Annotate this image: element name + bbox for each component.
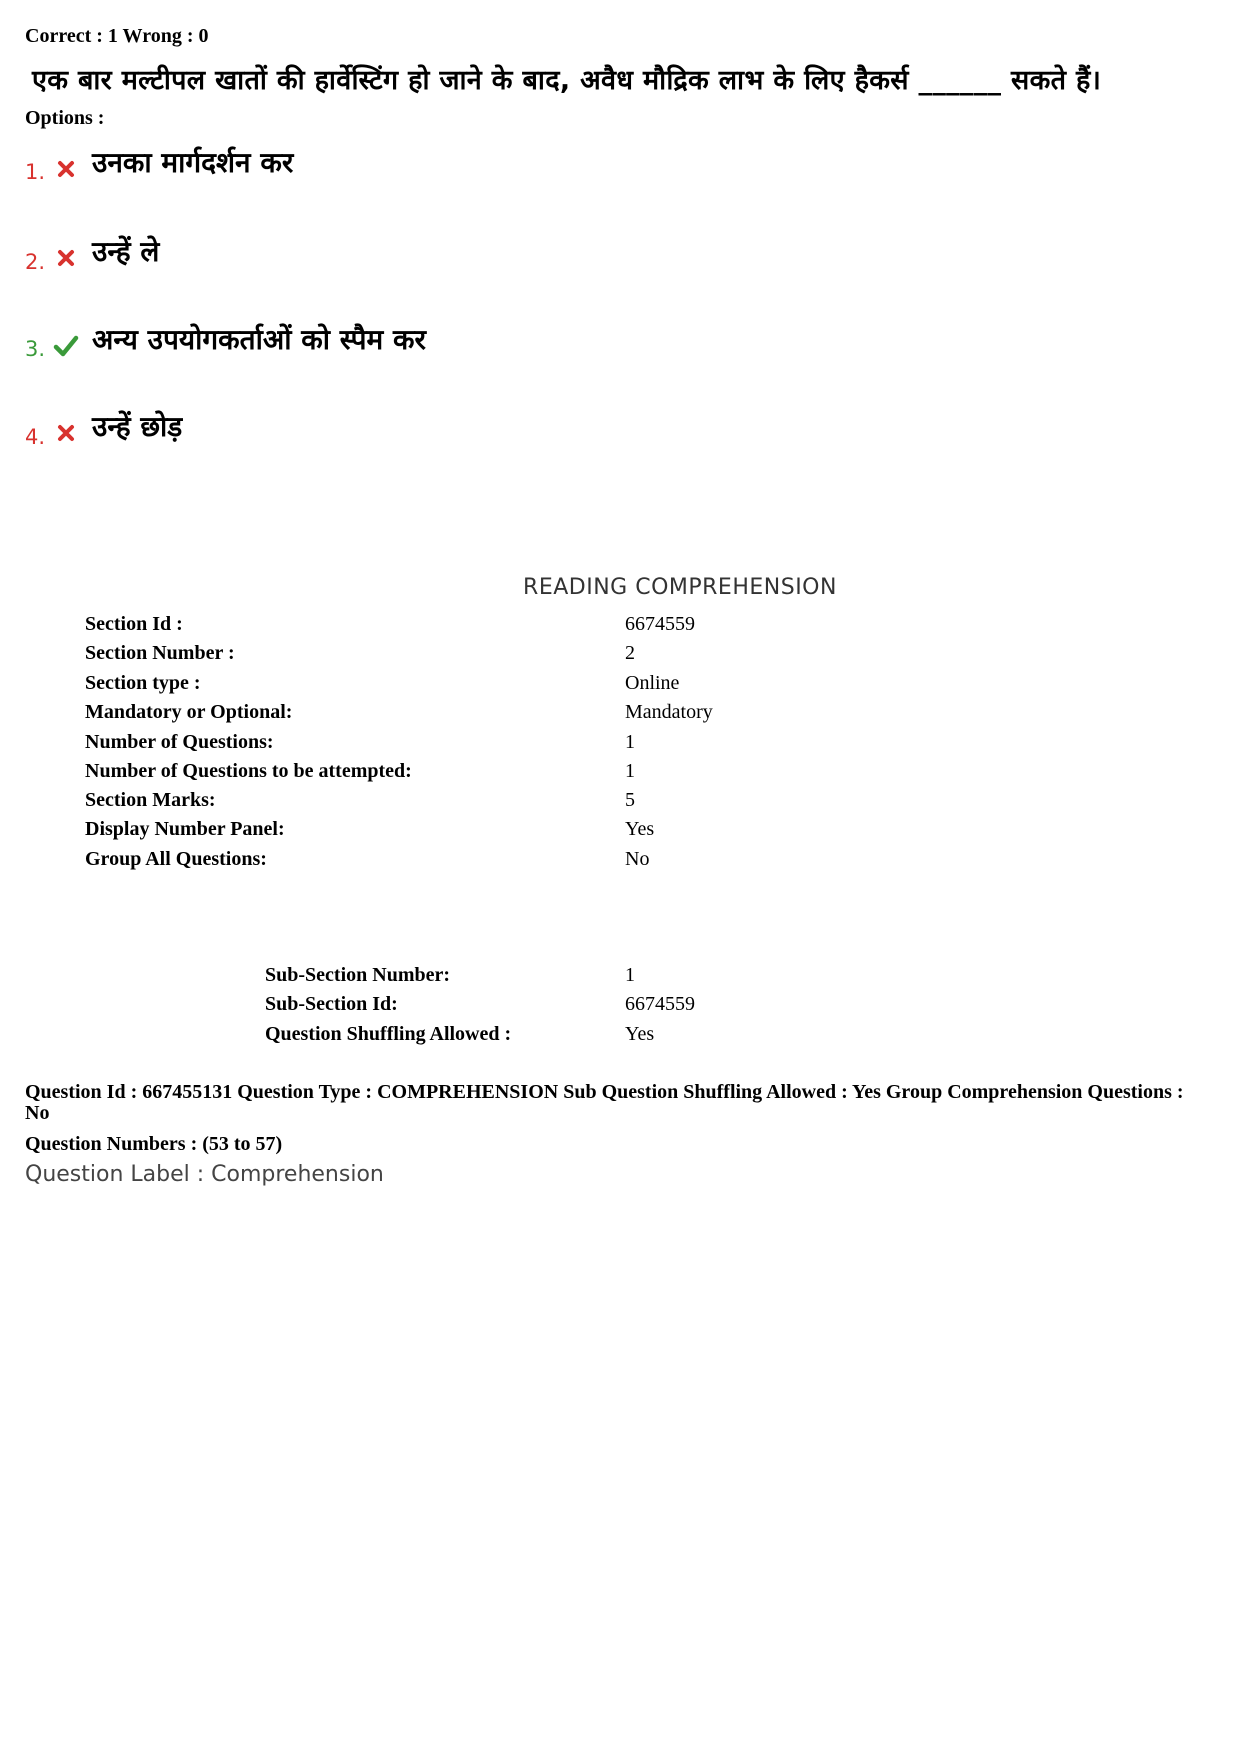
subsection-id-value: 6674559 [625, 993, 695, 1015]
option-text: उन्हें छोड़ [92, 410, 183, 443]
cross-icon [55, 247, 77, 269]
question-meta: Question Id : 667455131 Question Type : COMPREHENSION Sub Question Shuffling Allowed : Yes Group Comprehension Questions : No [25, 1081, 1184, 1124]
option-number: 1. [25, 160, 46, 184]
options-label: Options : [25, 107, 105, 129]
number-panel-label: Display Number Panel: [85, 818, 285, 840]
checkmark-icon [53, 334, 79, 358]
group-questions-value: No [625, 848, 650, 870]
section-number-value: 2 [625, 642, 635, 664]
section-id-label: Section Id : [85, 613, 183, 635]
option-text: उनका मार्गदर्शन कर [92, 146, 294, 179]
subsection-id-label: Sub-Section Id: [265, 993, 398, 1015]
cross-icon [55, 422, 77, 444]
mandatory-value: Mandatory [625, 701, 713, 723]
section-marks-label: Section Marks: [85, 789, 216, 811]
section-title: READING COMPREHENSION [523, 575, 837, 600]
shuffling-label: Question Shuffling Allowed : [265, 1023, 512, 1045]
section-type-value: Online [625, 672, 680, 694]
question-numbers: Question Numbers : (53 to 57) [25, 1133, 283, 1155]
option-number: 3. [25, 337, 46, 361]
section-type-label: Section type : [85, 672, 201, 694]
section-number-label: Section Number : [85, 642, 235, 664]
question-count-value: 1 [625, 731, 635, 753]
option-number: 4. [25, 425, 46, 449]
score-summary: Correct : 1 Wrong : 0 [25, 25, 209, 47]
shuffling-value: Yes [625, 1023, 655, 1045]
question-label: Question Label : Comprehension [25, 1162, 384, 1187]
attempt-count-label: Number of Questions to be attempted: [85, 760, 412, 782]
section-id-value: 6674559 [625, 613, 695, 635]
number-panel-value: Yes [625, 818, 655, 840]
group-questions-label: Group All Questions: [85, 848, 267, 870]
option-number: 2. [25, 250, 46, 274]
cross-icon [55, 158, 77, 180]
subsection-number-value: 1 [625, 964, 635, 986]
mandatory-label: Mandatory or Optional: [85, 701, 293, 723]
attempt-count-value: 1 [625, 760, 635, 782]
option-text: अन्य उपयोगकर्ताओं को स्पैम कर [92, 323, 426, 356]
section-marks-value: 5 [625, 789, 635, 811]
option-text: उन्हें ले [92, 235, 160, 268]
question-text: एक बार मल्टीपल खातों की हार्वेस्टिंग हो जाने के बाद, अवैध मौद्रिक लाभ के लिए हैकर्स ______ सकते हैं। [32, 65, 1102, 96]
subsection-number-label: Sub-Section Number: [265, 964, 451, 986]
question-count-label: Number of Questions: [85, 731, 274, 753]
